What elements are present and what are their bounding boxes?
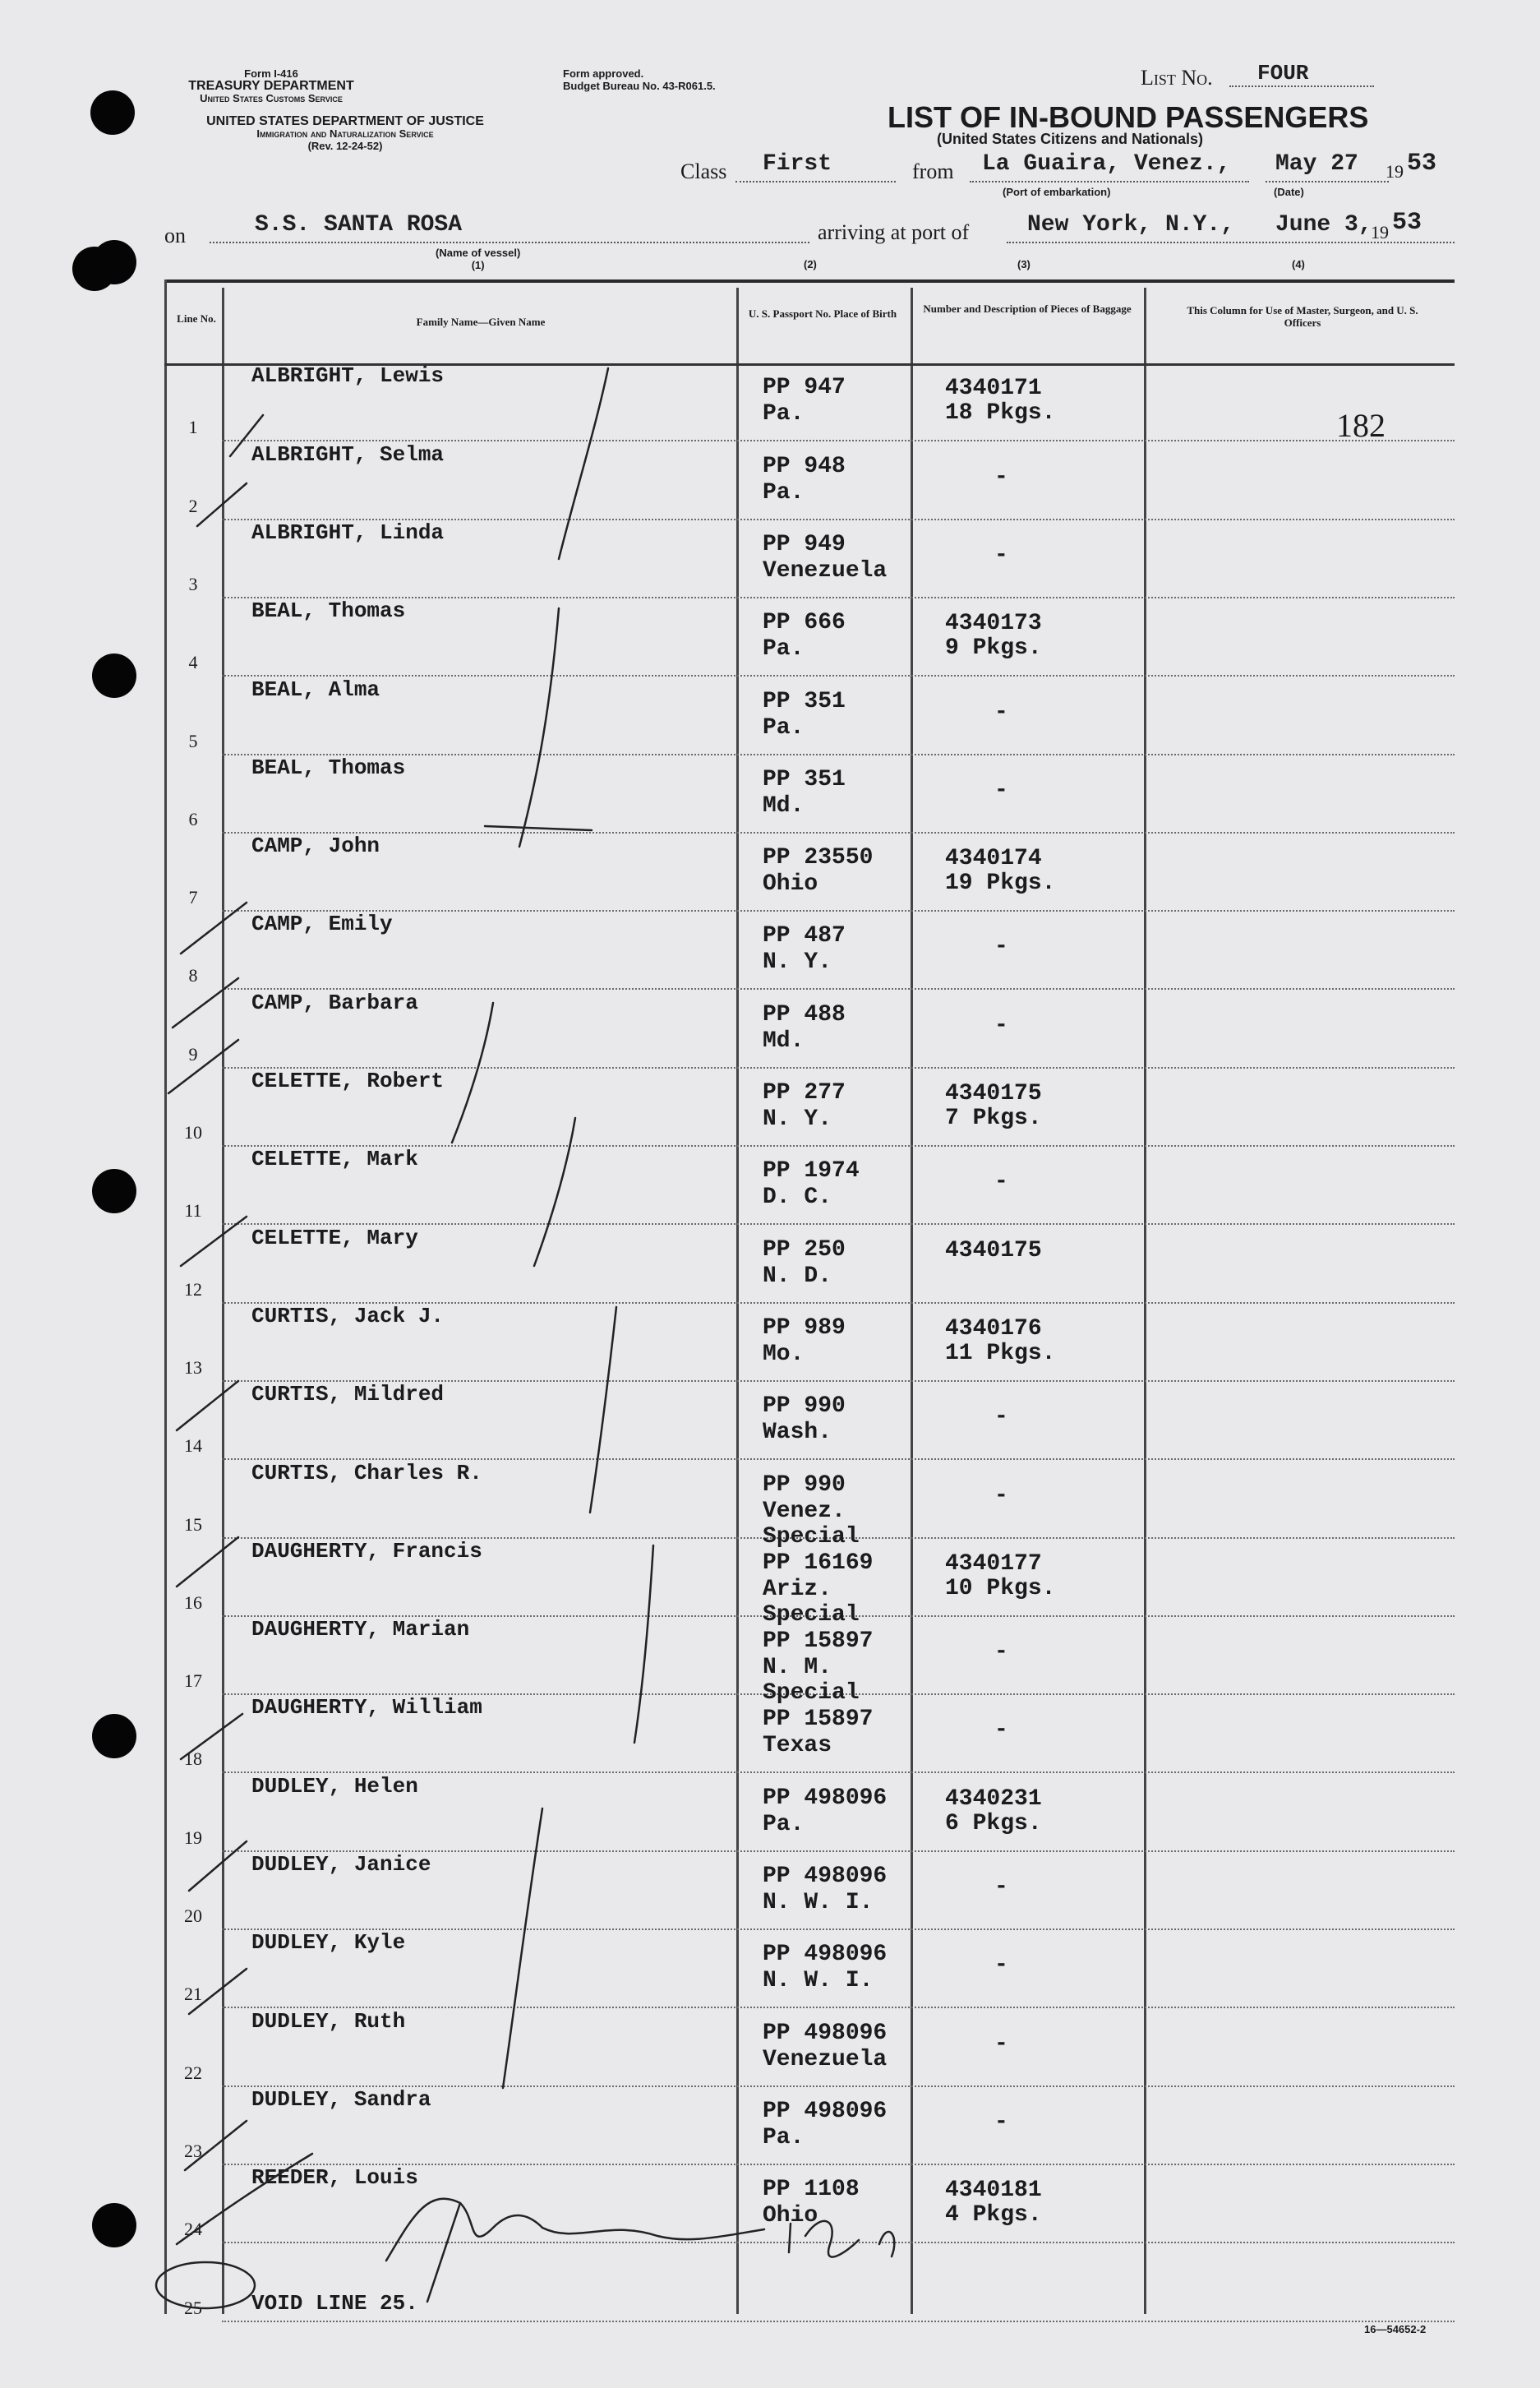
baggage-pieces: - [994, 2109, 1008, 2135]
place-of-birth: Pa. [763, 2124, 805, 2150]
officer-note: 182 [1336, 407, 1386, 444]
from-label: from [912, 159, 954, 183]
baggage-pieces: 11 Pkgs. [945, 1340, 1056, 1366]
passport-number: PP 277 [763, 1080, 846, 1106]
line-number: 17 [184, 1670, 202, 1692]
place-of-birth: N. M. [763, 1655, 832, 1681]
baggage-tag: 4340231 [945, 1785, 1042, 1812]
passport-number: PP 351 [763, 766, 846, 792]
line-number: 7 [188, 887, 198, 908]
line-number: 5 [188, 730, 198, 751]
place-of-birth: Ariz. [763, 1576, 832, 1602]
baggage-pieces: - [994, 777, 1008, 803]
passenger-name: CAMP, Barbara [251, 990, 418, 1015]
line-number: 12 [184, 1278, 202, 1300]
arrival-year-prefix: 19 [1371, 222, 1389, 242]
col-header-passport: U. S. Passport No. Place of Birth [748, 307, 897, 320]
line-number: 6 [188, 808, 198, 829]
line-number: 16 [184, 1591, 202, 1613]
col4-caption: (4) [1292, 258, 1305, 270]
passport-number: PP 948 [763, 453, 846, 479]
col-header-baggage: Number and Description of Pieces of Baggage [923, 303, 1132, 315]
date-year-suffix: 53 [1407, 150, 1437, 178]
col-header-line-no: Line No. [177, 312, 216, 325]
passenger-name: CAMP, John [251, 834, 380, 859]
form-number: Form I-416 [244, 67, 298, 80]
list-no-value: FOUR [1257, 61, 1309, 85]
line-number: 8 [188, 965, 198, 986]
vessel-name: S.S. SANTA ROSA [255, 212, 463, 238]
place-of-birth: Pa. [763, 714, 805, 741]
on-label: on [164, 224, 186, 247]
passport-number: PP 990 [763, 1471, 846, 1498]
passenger-name: DUDLEY, Sandra [251, 2086, 431, 2112]
passport-number: PP 351 [763, 688, 846, 714]
place-of-birth: N. Y. [763, 1106, 832, 1132]
passport-number: PP 23550 [763, 845, 874, 871]
baggage-pieces: 18 Pkgs. [945, 400, 1056, 427]
passport-number: PP 949 [763, 531, 846, 557]
place-of-birth: Md. [763, 792, 805, 819]
baggage-tag: 4340175 [945, 1237, 1042, 1263]
arrival-date: June 3, [1275, 212, 1372, 238]
passport-type: Special [763, 1523, 860, 1550]
passenger-name: BEAL, Alma [251, 677, 380, 702]
arrival-port: New York, N.Y., [1027, 212, 1235, 238]
line-number: 14 [184, 1435, 202, 1457]
passport-number: PP 15897 [763, 1707, 874, 1733]
class-label: Class [680, 159, 727, 183]
treasury-dept: TREASURY DEPARTMENT [188, 79, 354, 93]
passport-number: PP 498096 [763, 2020, 888, 2046]
line-number: 23 [184, 2140, 202, 2161]
place-of-birth: Pa. [763, 636, 805, 663]
passenger-name: DUDLEY, Ruth [251, 2008, 406, 2034]
passenger-name: CURTIS, Charles R. [251, 1460, 482, 1485]
passport-number: PP 1108 [763, 2177, 860, 2203]
place-of-birth: Mo. [763, 1341, 805, 1367]
place-of-birth: Md. [763, 1028, 805, 1054]
line-number: 21 [184, 1984, 202, 2005]
class-value: First [763, 151, 832, 177]
baggage-pieces: - [994, 1639, 1008, 1665]
baggage-pieces: - [994, 464, 1008, 490]
passenger-name: CELETTE, Mark [251, 1147, 418, 1172]
line-number: 18 [184, 1748, 202, 1770]
baggage-pieces: 19 Pkgs. [945, 871, 1056, 897]
baggage-pieces: - [994, 1717, 1008, 1744]
embarkation-caption: (Port of embarkation) [1003, 186, 1111, 198]
passport-number: PP 487 [763, 923, 846, 949]
baggage-pieces: - [994, 1874, 1008, 1900]
passenger-name: DAUGHERTY, Francis [251, 1538, 482, 1564]
form-approved: Form approved. [563, 67, 644, 80]
passenger-name: ALBRIGHT, Selma [251, 441, 445, 467]
place-of-birth: Texas [763, 1733, 832, 1759]
passport-number: PP 990 [763, 1393, 846, 1420]
embarkation-date: May 27 [1275, 151, 1358, 177]
line-number: 11 [184, 1200, 202, 1222]
passenger-name: CELETTE, Robert [251, 1069, 445, 1093]
immigration-service: Immigration and Naturalization Service [256, 127, 434, 140]
line-number: 4 [188, 652, 198, 673]
passenger-name: VOID LINE 25. [251, 2290, 418, 2316]
col-header-name: Family Name—Given Name [416, 316, 546, 328]
col2-caption: (2) [804, 258, 817, 270]
embarkation-port: La Guaira, Venez., [982, 151, 1231, 177]
line-number: 9 [188, 1043, 198, 1065]
baggage-tag: 4340176 [945, 1315, 1042, 1342]
passport-type: Special [763, 1602, 860, 1628]
passenger-name: CAMP, Emily [251, 912, 393, 937]
baggage-pieces: - [994, 934, 1008, 960]
vessel-col-number: (1) [471, 259, 485, 271]
line-number: 3 [188, 573, 198, 594]
passenger-name: BEAL, Thomas [251, 755, 406, 780]
passenger-name: CURTIS, Mildred [251, 1382, 445, 1407]
arriving-label: arriving at port of [818, 220, 970, 244]
place-of-birth: N. W. I. [763, 1890, 874, 1915]
passport-number: PP 498096 [763, 1864, 888, 1889]
document-title: LIST OF IN-BOUND PASSENGERS [888, 100, 1369, 134]
baggage-pieces: - [994, 542, 1008, 568]
place-of-birth: Pa. [763, 1811, 805, 1837]
date-caption: (Date) [1274, 186, 1304, 198]
place-of-birth: Venez. [763, 1498, 846, 1524]
baggage-pieces: 10 Pkgs. [945, 1575, 1056, 1601]
customs-service: United States Customs Service [200, 92, 343, 104]
passport-type: Special [763, 1680, 860, 1707]
date-year-prefix: 19 [1386, 161, 1404, 182]
passenger-name: DUDLEY, Helen [251, 1773, 418, 1799]
line-number: 1 [188, 417, 198, 438]
place-of-birth: Venezuela [763, 2046, 888, 2072]
baggage-pieces: - [994, 1012, 1008, 1038]
line-number: 2 [188, 495, 198, 516]
baggage-tag: 4340177 [945, 1550, 1042, 1577]
baggage-pieces: - [994, 699, 1008, 725]
place-of-birth: Pa. [763, 401, 805, 427]
place-of-birth: N. W. I. [763, 1968, 874, 1994]
line-number: 19 [184, 1827, 202, 1848]
baggage-tag: 4340174 [945, 846, 1042, 872]
baggage-tag: 4340181 [945, 2178, 1042, 2204]
baggage-pieces: - [994, 1404, 1008, 1430]
baggage-pieces: - [994, 1169, 1008, 1195]
baggage-pieces: - [994, 2030, 1008, 2057]
document-subtitle: (United States Citizens and Nationals) [937, 131, 1204, 147]
col-header-officers: This Column for Use of Master, Surgeon, and U. S. Officers [1187, 304, 1418, 329]
list-no-label: List No. [1141, 66, 1213, 90]
passport-number: PP 1974 [763, 1158, 860, 1185]
passport-number: PP 488 [763, 1001, 846, 1028]
baggage-tag: 4340171 [945, 376, 1042, 402]
place-of-birth: D. C. [763, 1185, 832, 1211]
passport-number: PP 666 [763, 610, 846, 636]
line-number: 25 [184, 2297, 202, 2318]
passenger-name: DAUGHERTY, William [251, 1695, 482, 1721]
passport-number: PP 15897 [763, 1628, 874, 1655]
passenger-name: ALBRIGHT, Linda [251, 520, 445, 545]
line-number: 13 [184, 1356, 202, 1378]
line-number: 22 [184, 2062, 202, 2083]
passenger-name: DUDLEY, Janice [251, 1852, 431, 1877]
baggage-pieces: - [994, 1952, 1008, 1979]
place-of-birth: N. Y. [763, 949, 832, 976]
passenger-name: DAUGHERTY, Marian [251, 1617, 470, 1642]
passport-number: PP 947 [763, 375, 846, 401]
baggage-pieces: 6 Pkgs. [945, 1810, 1042, 1836]
baggage-pieces: 9 Pkgs. [945, 635, 1042, 662]
passport-number: PP 16169 [763, 1550, 874, 1576]
place-of-birth: Ohio [763, 871, 818, 898]
line-number: 15 [184, 1513, 202, 1535]
place-of-birth: Pa. [763, 479, 805, 506]
place-of-birth: N. D. [763, 1263, 832, 1289]
passenger-name: DUDLEY, Kyle [251, 1930, 406, 1956]
line-number: 10 [184, 1122, 202, 1143]
passenger-name: CELETTE, Mary [251, 1225, 418, 1250]
passport-number: PP 498096 [763, 1785, 888, 1811]
revision: (Rev. 12-24-52) [307, 140, 383, 152]
baggage-pieces: 4 Pkgs. [945, 2202, 1042, 2229]
line-number: 20 [184, 1905, 202, 1926]
baggage-pieces: 7 Pkgs. [945, 1106, 1042, 1131]
passport-number: PP 989 [763, 1314, 846, 1341]
justice-dept: UNITED STATES DEPARTMENT OF JUSTICE [206, 114, 484, 128]
vessel-caption-text: (Name of vessel) [436, 247, 521, 259]
passport-number: PP 498096 [763, 2098, 888, 2124]
passenger-name: ALBRIGHT, Lewis [251, 363, 445, 389]
passenger-name: CURTIS, Jack J. [251, 1303, 445, 1328]
budget-bureau: Budget Bureau No. 43-R061.5. [563, 80, 716, 92]
print-code: 16—54652-2 [1364, 2323, 1427, 2335]
place-of-birth: Wash. [763, 1420, 832, 1446]
baggage-tag: 4340173 [945, 611, 1042, 637]
passenger-name: REEDER, Louis [251, 2165, 418, 2191]
baggage-tag: 4340175 [945, 1081, 1042, 1106]
arrival-year-suffix: 53 [1392, 209, 1422, 237]
place-of-birth: Ohio [763, 2203, 818, 2229]
passport-number: PP 498096 [763, 1942, 888, 1968]
col3-caption: (3) [1017, 258, 1031, 270]
place-of-birth: Venezuela [763, 557, 888, 584]
passport-number: PP 250 [763, 1236, 846, 1263]
baggage-pieces: - [994, 1482, 1008, 1508]
line-number: 24 [184, 2219, 202, 2240]
passenger-name: BEAL, Thomas [251, 598, 406, 624]
